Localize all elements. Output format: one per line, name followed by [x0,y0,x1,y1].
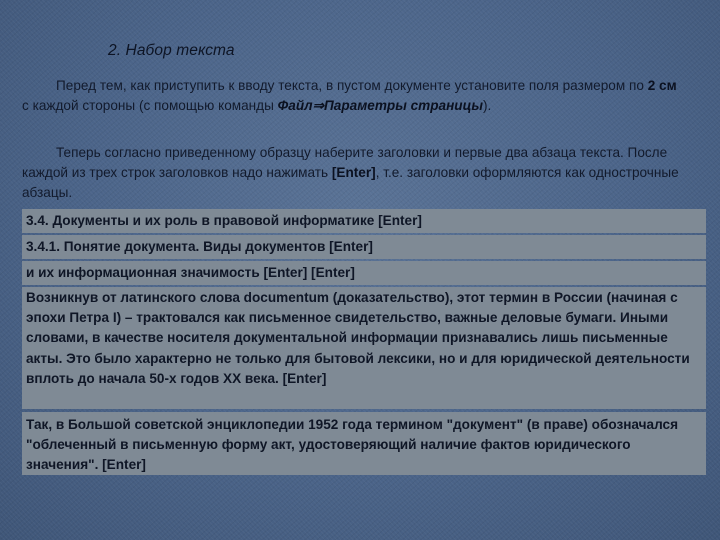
p1-margin-size: 2 см [647,78,677,93]
instruction-paragraph-1 [22,76,682,116]
p2-text-1: Теперь согласно приведенному образцу наберите заголовки и первые два абзаца текста. После каждой из трех строк заголовков надо нажимать [22,145,668,180]
slide-title: 2. Набор текста [108,42,235,59]
p1-menu-command: Файл⇒Параметры страницы [277,98,484,113]
p2-enter-key: [Enter] [331,165,376,180]
p1-text-1: Перед тем, как приступить к вводу текста, в пустом документе установите поля размером по [56,78,648,93]
sample-heading-3: и их информационная значимость [Enter] [Enter] [22,261,706,285]
sample-paragraph-2: Так, в Большой советской энциклопедии 1952 года термином "документ" (в праве) обозначался "облеченный в письменную форму акт, удостоверяющий наличие фактов юридического значения". [Enter] [22,412,706,475]
sample-paragraph-1: Возникнув от латинского слова documentum (доказательство), этот термин в России (начиная с эпохи Петра I) – трактовался как письменное свидетельство, важные деловые бумаги. Иными словами, в качестве носителя документальной информации признавались лишь письменные акты. Это было характерно не только для бытовой лексики, но и для юридической деятельности вплоть до начала 50-х годов XX века. [Enter] [22,287,706,409]
p2-text-2: , т.е. заголовки оформляются как однострочные абзацы. [22,165,679,200]
sample-heading-2: 3.4.1. Понятие документа. Виды документов [Enter] [22,235,706,259]
p1-text-3: ). [483,98,492,113]
instruction-paragraph-2 [22,143,682,203]
p1-text-2: с каждой стороны (с помощью команды [22,98,278,113]
sample-heading-1: 3.4. Документы и их роль в правовой информатике [Enter] [22,209,706,233]
